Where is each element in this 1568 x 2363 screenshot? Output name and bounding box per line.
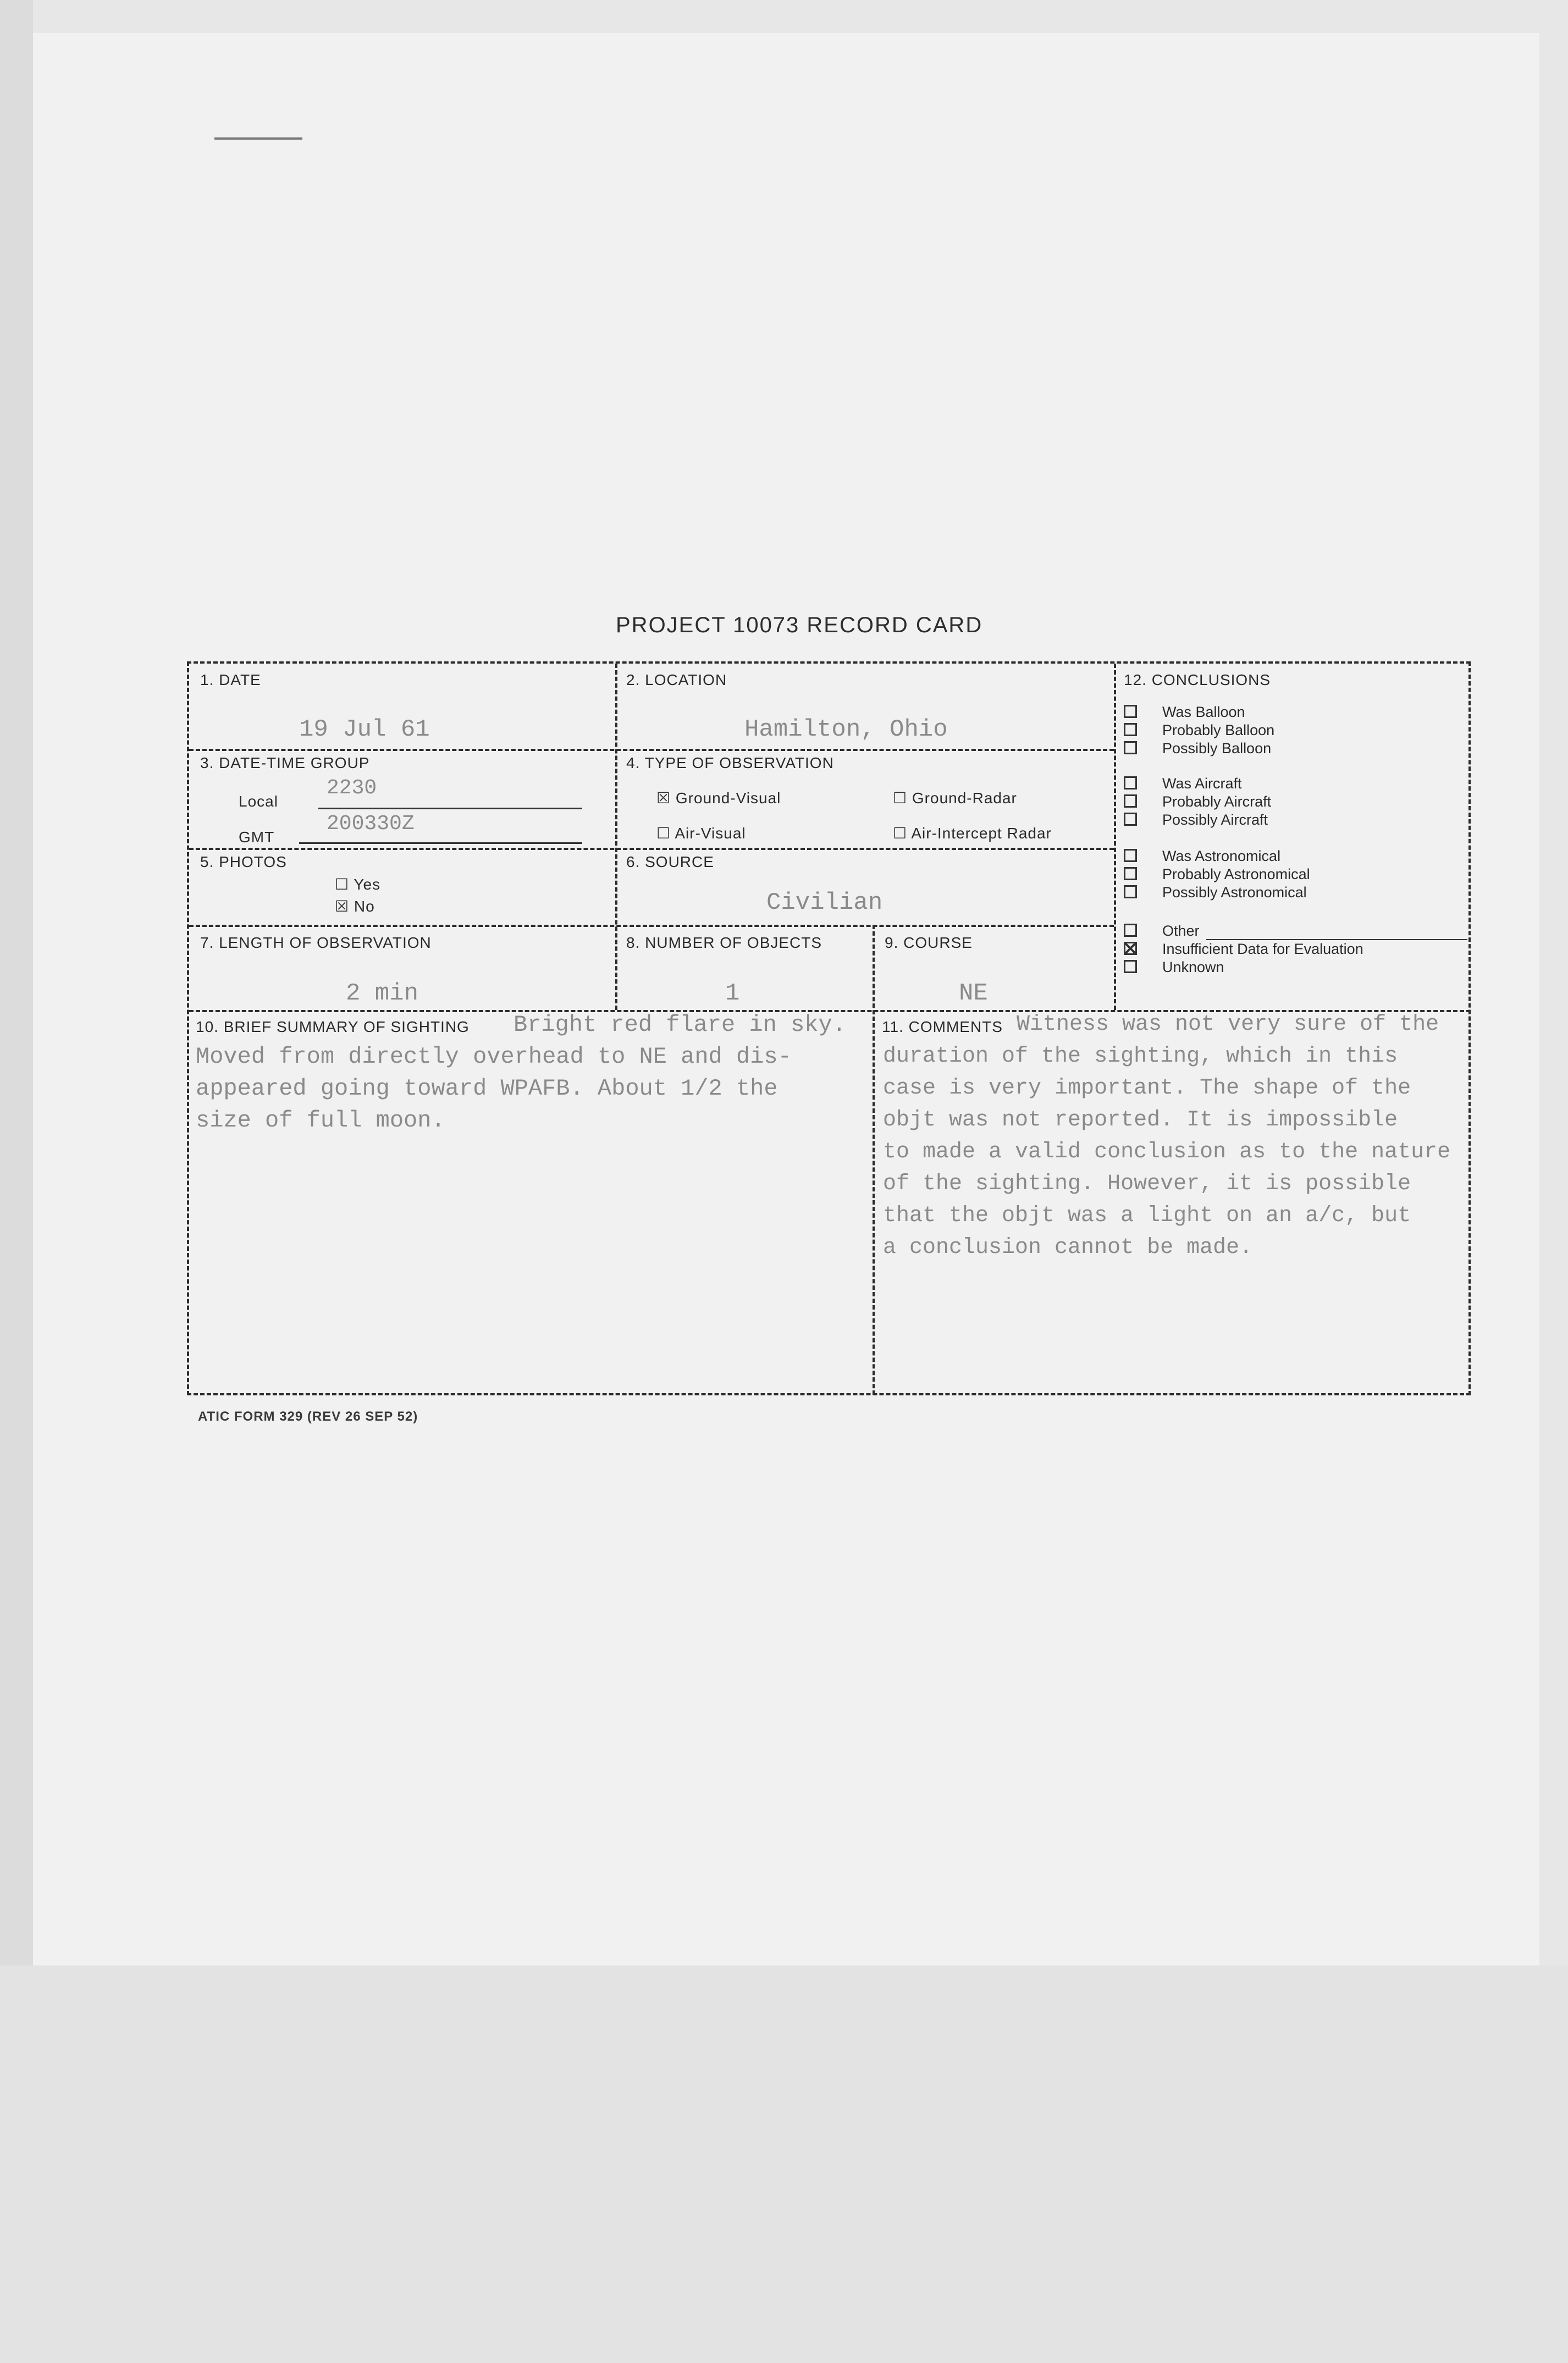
form-footer: ATIC FORM 329 (REV 26 SEP 52) [198,1409,418,1424]
comments-line: Witness was not very sure of the [1017,1012,1439,1037]
gmt-label: GMT [239,829,275,846]
air-intercept-label: Air-Intercept Radar [911,825,1052,842]
stray-mark [214,137,302,140]
ground-radar-label: Ground-Radar [912,789,1017,807]
card-title: PROJECT 10073 RECORD CARD [616,613,983,637]
conclusion-text: Insufficient Data for Evaluation [1162,941,1363,957]
conclusion-item [1124,811,1268,829]
comments-line: duration of the sighting, which in this [883,1044,1398,1069]
dtg-label: 3. DATE-TIME GROUP [200,754,370,771]
photos-yes-option [335,875,380,893]
conclusion-text: Possibly Aircraft [1162,811,1268,828]
conclusion-checkbox [1124,867,1137,880]
conclusion-text: Was Aircraft [1162,775,1242,792]
location-label: 2. LOCATION [626,671,727,688]
conclusion-checkbox [1124,813,1137,826]
course-value: NE [959,980,988,1007]
air-intercept-option [893,824,1052,842]
divider-row2 [189,848,1114,850]
ground-visual-label: Ground-Visual [675,789,781,807]
conclusion-text: Other [1162,923,1200,939]
conclusions-label: 12. CONCLUSIONS [1124,671,1271,688]
conclusion-text: Probably Aircraft [1162,793,1272,810]
summary-line: size of full moon. [196,1107,445,1134]
local-value: 2230 [327,776,377,800]
conclusion-text: Probably Balloon [1162,722,1275,738]
conclusion-item [1124,793,1271,810]
length-value: 2 min [346,980,419,1007]
source-value: Civilian [766,889,883,917]
photos-yes-label: Yes [354,876,381,893]
course-label: 9. COURSE [885,934,973,951]
conclusion-item [1124,740,1271,757]
divider-col1 [615,664,617,1010]
divider-col3 [873,925,875,1395]
summary-line: appeared going toward WPAFB. About 1/2 the [196,1075,778,1102]
conclusion-checkbox [1124,849,1137,862]
record-card [187,661,1471,1395]
conclusion-checkbox [1124,794,1137,808]
conclusion-item [1124,704,1245,721]
conclusion-checkbox [1124,741,1137,754]
air-intercept-checkbox: ☐ [893,825,908,842]
photos-no-label: No [354,898,375,915]
conclusion-item [1124,959,1224,976]
photos-yes-checkbox: ☐ [335,876,350,893]
location-value: Hamilton, Ohio [744,716,948,743]
objects-label: 8. NUMBER OF OBJECTS [626,934,822,951]
comments-line: that the objt was a light on an a/c, but [883,1203,1411,1228]
conclusion-text: Possibly Astronomical [1162,884,1307,901]
length-label: 7. LENGTH OF OBSERVATION [200,934,432,951]
divider-col2 [1114,664,1116,1010]
source-label: 6. SOURCE [626,853,714,870]
ground-radar-checkbox: ☐ [893,789,908,807]
comments-line: of the sighting. However, it is possible [883,1172,1411,1196]
conclusion-checkbox [1124,924,1137,937]
conclusion-text: Probably Astronomical [1162,866,1310,882]
gmt-underline [299,842,582,844]
ground-visual-option [656,789,781,807]
conclusion-item [1124,722,1274,739]
other-underline [1206,939,1467,940]
photos-no-option [335,897,375,915]
conclusion-item [1124,884,1307,901]
conclusion-checkbox [1124,705,1137,718]
conclusion-text: Possibly Balloon [1162,740,1272,757]
photos-label: 5. PHOTOS [200,853,287,870]
ground-visual-checkbox: ☒ [656,789,671,807]
comments-line: to made a valid conclusion as to the nature [883,1140,1451,1164]
local-underline [318,808,582,809]
conclusion-checkbox [1124,776,1137,789]
comments-label: 11. COMMENTS [882,1018,1003,1035]
divider-row3 [189,925,1114,927]
conclusion-text: Was Astronomical [1162,848,1281,864]
summary-line: Bright red flare in sky. [514,1012,846,1038]
conclusion-text: Was Balloon [1162,704,1245,720]
divider-row1 [189,749,1114,751]
comments-line: case is very important. The shape of the [883,1076,1411,1101]
air-visual-option [656,824,746,842]
photos-no-checkbox: ☒ [335,898,350,915]
conclusion-item [1124,848,1280,865]
summary-label: 10. BRIEF SUMMARY OF SIGHTING [196,1018,470,1035]
air-visual-checkbox: ☐ [656,825,671,842]
conclusion-checkbox [1124,885,1137,898]
type-label: 4. TYPE OF OBSERVATION [626,754,834,771]
conclusion-checkbox [1124,960,1137,973]
air-visual-label: Air-Visual [675,825,746,842]
conclusion-item [1124,923,1200,940]
comments-line: a conclusion cannot be made. [883,1235,1253,1260]
scan-bottom-band [0,1966,1568,2363]
comments-line: objt was not reported. It is impossible [883,1108,1398,1133]
conclusion-checkbox [1124,723,1137,736]
conclusion-item-checked [1124,941,1363,958]
conclusion-item [1124,775,1242,792]
local-label: Local [239,793,278,810]
conclusion-checkbox-checked [1124,942,1137,955]
summary-line: Moved from directly overhead to NE and dis- [196,1044,792,1070]
ground-radar-option [893,789,1017,807]
conclusion-text: Unknown [1162,959,1224,975]
date-label: 1. DATE [200,671,261,688]
conclusion-item [1124,866,1310,883]
gmt-value: 200330Z [327,812,415,836]
objects-value: 1 [725,980,740,1007]
date-value: 19 Jul 61 [299,716,430,743]
